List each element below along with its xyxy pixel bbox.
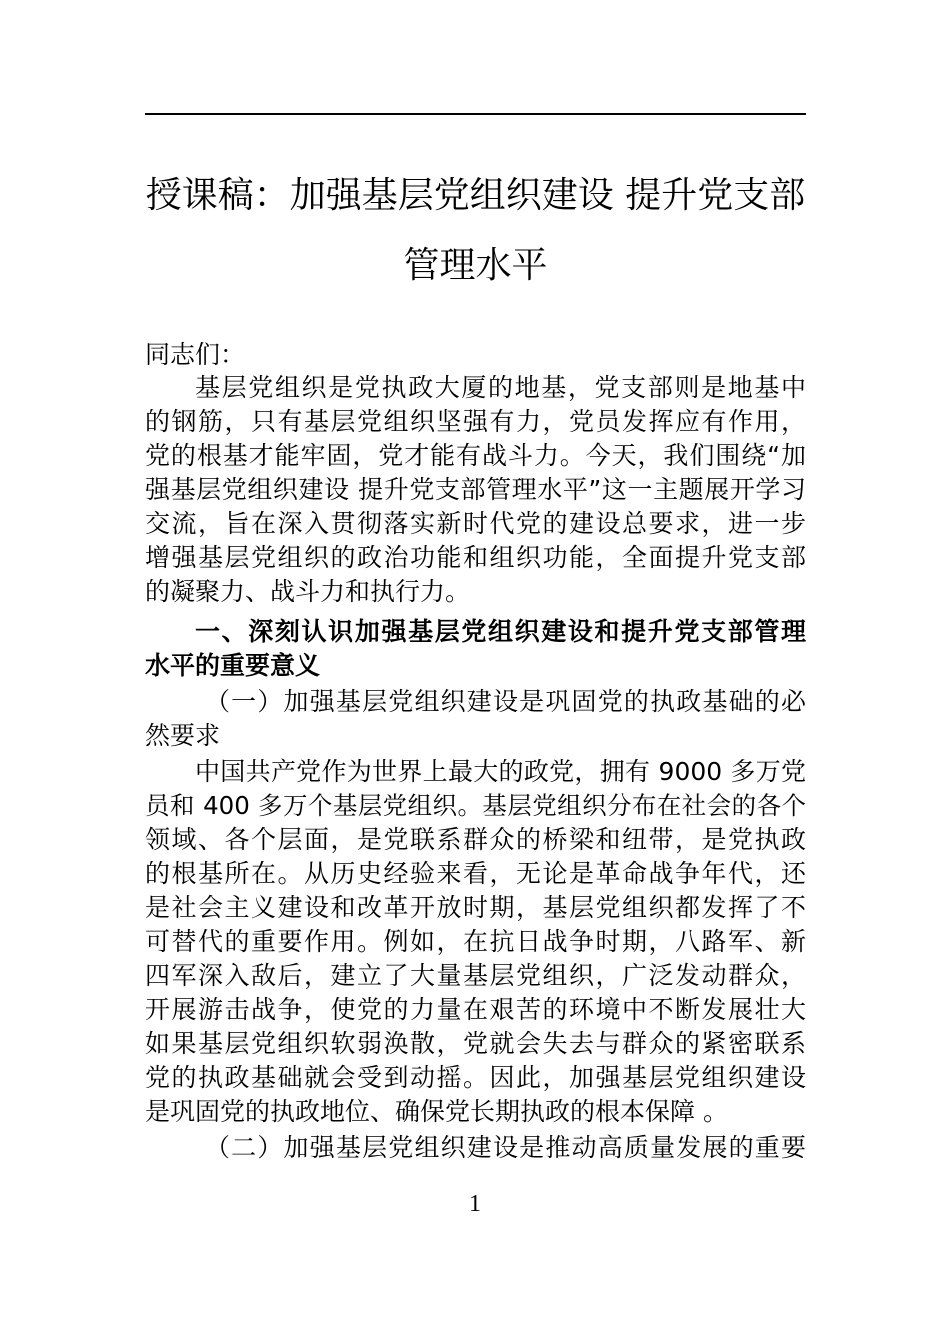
page-number: 1 bbox=[469, 1191, 481, 1217]
body-line: 的根基所在。从历史经验来看，无论是革命战争年代，还 bbox=[145, 859, 806, 888]
body-line: 四军深入敌后，建立了大量基层党组织，广泛发动群众， bbox=[145, 961, 806, 990]
subsection-heading-line: （一）加强基层党组织建设是巩固党的执政基础的必 bbox=[205, 687, 806, 716]
body-line: 中国共产党作为世界上最大的政党，拥有 9000 多万党 bbox=[195, 757, 806, 786]
body-line: 如果基层党组织软弱涣散，党就会失去与群众的紧密联系 bbox=[145, 1029, 806, 1058]
body-line: 是巩固党的执政地位、确保党长期执政的根本保障 。 bbox=[145, 1097, 728, 1126]
subsection-heading-line: （二）加强基层党组织建设是推动高质量发展的重要 bbox=[205, 1133, 806, 1162]
body-line: 可替代的重要作用。例如，在抗日战争时期，八路军、新 bbox=[145, 927, 806, 956]
document-title-line-2: 管理水平 bbox=[403, 245, 548, 286]
body-line: 增强基层党组织的政治功能和组织功能，全面提升党支部 bbox=[145, 543, 806, 572]
body-line: 党的执政基础就会受到动摇。因此，加强基层党组织建设 bbox=[145, 1063, 806, 1092]
section-heading-line: 水平的重要意义 bbox=[145, 651, 321, 680]
body-line: 交流，旨在深入贯彻落实新时代党的建设总要求，进一步 bbox=[145, 509, 806, 538]
body-line: 领域、各个层面，是党联系群众的桥梁和纽带，是党执政 bbox=[145, 825, 806, 854]
body-line: 是社会主义建设和改革开放时期，基层党组织都发挥了不 bbox=[145, 893, 806, 922]
body-line: 基层党组织是党执政大厦的地基，党支部则是地基中 bbox=[195, 373, 806, 402]
subsection-heading-line: 然要求 bbox=[145, 721, 221, 750]
body-line: 员和 400 多万个基层党组织。基层党组织分布在社会的各个 bbox=[145, 791, 806, 820]
body-line: 的凝聚力、战斗力和执行力。 bbox=[145, 577, 471, 606]
section-heading-line: 一、深刻认识加强基层党组织建设和提升党支部管理 bbox=[195, 617, 806, 646]
body-line: 党的根基才能牢固，党才能有战斗力。今天，我们围绕“加 bbox=[145, 441, 806, 470]
salutation: 同志们： bbox=[145, 340, 246, 369]
body-line: 开展游击战争，使党的力量在艰苦的环境中不断发展壮大 bbox=[145, 995, 806, 1024]
document-title-line-1: 授课稿：加强基层党组织建设 提升党支部 bbox=[145, 175, 806, 216]
header-rule bbox=[145, 113, 806, 115]
body-line: 的钢筋，只有基层党组织坚强有力，党员发挥应有作用， bbox=[145, 407, 806, 436]
body-line: 强基层党组织建设 提升党支部管理水平”这一主题展开学习 bbox=[145, 475, 806, 504]
